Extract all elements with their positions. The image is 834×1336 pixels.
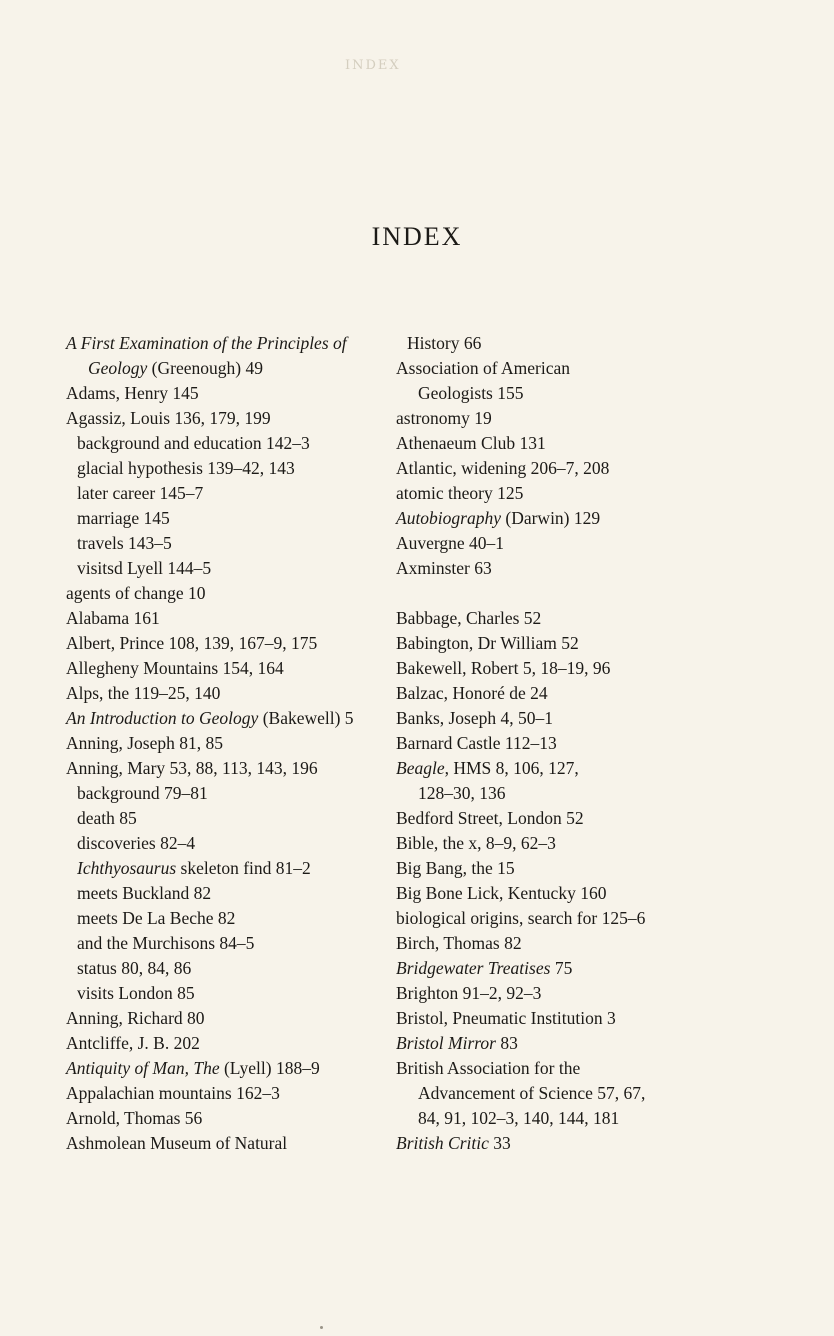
index-entry-text: Big Bang, the 15 (396, 858, 515, 878)
index-entry-text: Bristol, Pneumatic Institution 3 (396, 1008, 616, 1028)
index-entry-text: Association of American (396, 358, 570, 378)
index-entry (396, 831, 726, 856)
index-entry-text: Bedford Street, London 52 (396, 808, 584, 828)
index-entry-text: travels 143–5 (77, 533, 172, 553)
index-entry-text: meets Buckland 82 (77, 883, 212, 903)
index-entry-title: Bristol Mirror (396, 1033, 496, 1053)
index-entry-text: History 66 (407, 333, 482, 353)
index-entry (66, 656, 396, 681)
index-subentry (66, 531, 396, 556)
index-entry (396, 931, 726, 956)
index-entry-text: 84, 91, 102–3, 140, 144, 181 (418, 1108, 620, 1128)
index-entry-text: Auvergne 40–1 (396, 533, 505, 553)
index-entry-text: meets De La Beche 82 (77, 908, 236, 928)
index-entry-text: 83 (496, 1033, 518, 1053)
index-entry (396, 556, 726, 581)
index-entry (396, 706, 726, 731)
index-entry (66, 1131, 396, 1156)
index-entry (396, 806, 726, 831)
index-entry (396, 1131, 726, 1156)
index-entry-text: Agassiz, Louis 136, 179, 199 (66, 408, 271, 428)
index-entry-title: An Introduction to Geology (66, 708, 259, 728)
index-entry (396, 531, 726, 556)
index-entry-text: Alps, the 119–25, 140 (66, 683, 221, 703)
index-entry (396, 381, 726, 406)
index-entry (66, 581, 396, 606)
index-entry-text: 33 (488, 1133, 511, 1153)
index-subentry (66, 481, 396, 506)
index-entry-text: Appalachian mountains 162–3 (66, 1083, 280, 1103)
index-entry-text: 128–30, 136 (418, 783, 506, 803)
index-entry (396, 656, 726, 681)
index-entry-text: Advancement of Science 57, 67, (418, 1083, 646, 1103)
index-entry (66, 331, 396, 356)
index-subentry (66, 506, 396, 531)
index-entry (66, 731, 396, 756)
index-entry (66, 356, 396, 381)
index-entry-text: Big Bone Lick, Kentucky 160 (396, 883, 607, 903)
index-entry-text: Balzac, Honoré de 24 (396, 683, 548, 703)
index-subentry (66, 806, 396, 831)
index-entry-text: background and education 142–3 (77, 433, 310, 453)
index-entry-text: skeleton find 81–2 (176, 858, 311, 878)
index-entry-text: Adams, Henry 145 (66, 383, 199, 403)
index-entry (396, 1031, 726, 1056)
index-entry (396, 506, 726, 531)
index-entry-text: Bible, the x, 8–9, 62–3 (396, 833, 556, 853)
index-entry-title: Antiquity of Man, The (66, 1058, 220, 1078)
index-entry-text: atomic theory 125 (396, 483, 524, 503)
index-entry (66, 606, 396, 631)
index-entry-title: Geology (88, 358, 148, 378)
index-entry-text: Geologists 155 (418, 383, 524, 403)
page-title: INDEX (371, 222, 463, 251)
index-subentry (66, 906, 396, 931)
index-entry-title: British Critic (396, 1133, 489, 1153)
index-subentry (396, 331, 726, 356)
index-entry (396, 906, 726, 931)
index-entry-text: Barnard Castle 112–13 (396, 733, 557, 753)
index-entry (396, 431, 726, 456)
index-entry-title: Bridgewater Treatises (396, 958, 551, 978)
index-entry (396, 1006, 726, 1031)
index-entry (66, 1106, 396, 1131)
index-subentry (66, 881, 396, 906)
index-entry-text: Atlantic, widening 206–7, 208 (396, 458, 610, 478)
index-entry (396, 1081, 726, 1106)
index-entry (396, 881, 726, 906)
index-entry (66, 381, 396, 406)
index-subentry (66, 781, 396, 806)
index-entry (396, 406, 726, 431)
index-entry-text: visitsd Lyell 144–5 (77, 558, 212, 578)
index-entry-text: agents of change 10 (66, 583, 206, 603)
index-subentry (66, 831, 396, 856)
index-entry-text: (Greenough) 49 (147, 358, 263, 378)
index-entry-text: Allegheny Mountains 154, 164 (66, 658, 284, 678)
index-entry-text: Ashmolean Museum of Natural (66, 1133, 288, 1153)
index-column-right (396, 331, 726, 1156)
index-subentry (66, 456, 396, 481)
index-entry-text: status 80, 84, 86 (77, 958, 192, 978)
index-entry-text: marriage 145 (77, 508, 170, 528)
index-entry (66, 631, 396, 656)
index-entry (66, 706, 396, 731)
index-entry-text: background 79–81 (77, 783, 208, 803)
index-entry (396, 856, 726, 881)
index-entry (396, 456, 726, 481)
index-entry-text: Anning, Joseph 81, 85 (66, 733, 224, 753)
index-entry-text: Babbage, Charles 52 (396, 608, 542, 628)
index-entry-text: , HMS 8, 106, 127, (444, 758, 579, 778)
index-entry-text: astronomy 19 (396, 408, 492, 428)
index-entry-text: Brighton 91–2, 92–3 (396, 983, 542, 1003)
index-entry-text: Arnold, Thomas 56 (66, 1108, 203, 1128)
index-entry (396, 981, 726, 1006)
index-entry-title: Autobiography (396, 508, 501, 528)
index-entry-text: (Bakewell) 5 (258, 708, 354, 728)
index-entry-text: Anning, Mary 53, 88, 113, 143, 196 (66, 758, 318, 778)
index-entry (396, 756, 726, 781)
index-entry-text: and the Murchisons 84–5 (77, 933, 255, 953)
index-entry-text: British Association for the (396, 1058, 581, 1078)
index-subentry (66, 856, 396, 881)
index-entry-text: Banks, Joseph 4, 50–1 (396, 708, 554, 728)
index-entry-text: Babington, Dr William 52 (396, 633, 579, 653)
index-entry-title: Ichthyosaurus (77, 858, 177, 878)
index-entry (396, 731, 726, 756)
index-entry-text: death 85 (77, 808, 137, 828)
index-subentry (66, 956, 396, 981)
index-entry-text: Albert, Prince 108, 139, 167–9, 175 (66, 633, 318, 653)
index-entry-text: visits London 85 (77, 983, 195, 1003)
index-column-left (66, 331, 396, 1156)
index-entry-text: Anning, Richard 80 (66, 1008, 205, 1028)
index-entry-title: A First Examination of the Principles of (66, 333, 347, 353)
index-subentry (66, 431, 396, 456)
index-entry-text: Axminster 63 (396, 558, 492, 578)
index-entry-text: 75 (550, 958, 573, 978)
index-entry (66, 1031, 396, 1056)
index-entry-text: Alabama 161 (66, 608, 160, 628)
index-entry (396, 956, 726, 981)
index-entry (396, 606, 726, 631)
index-entry-title: Beagle (396, 758, 445, 778)
index-entry (66, 756, 396, 781)
index-entry (396, 481, 726, 506)
index-entry (66, 1056, 396, 1081)
index-entry (396, 631, 726, 656)
index-entry (66, 1081, 396, 1106)
index-entry (396, 356, 726, 381)
index-entry (396, 1056, 726, 1081)
bleed-through-header: INDEX (345, 58, 401, 73)
index-entry-text: discoveries 82–4 (77, 833, 196, 853)
index-entry-text: Bakewell, Robert 5, 18–19, 96 (396, 658, 611, 678)
index-entry (66, 681, 396, 706)
index-entry-text: Birch, Thomas 82 (396, 933, 522, 953)
index-entry-text: glacial hypothesis 139–42, 143 (77, 458, 295, 478)
paper-speck (320, 1326, 323, 1329)
index-entry (66, 1006, 396, 1031)
index-entry-text: Athenaeum Club 131 (396, 433, 546, 453)
index-entry-text: biological origins, search for 125–6 (396, 908, 646, 928)
index-entry (66, 406, 396, 431)
index-entry-text: Antcliffe, J. B. 202 (66, 1033, 200, 1053)
index-subentry (66, 981, 396, 1006)
index-subentry (66, 931, 396, 956)
index-entry (396, 1106, 726, 1131)
index-entry (396, 681, 726, 706)
index-entry (396, 781, 726, 806)
index-entry-text: later career 145–7 (77, 483, 204, 503)
index-entry-text: (Lyell) 188–9 (219, 1058, 320, 1078)
index-entry-text: (Darwin) 129 (501, 508, 601, 528)
index-subentry (66, 556, 396, 581)
